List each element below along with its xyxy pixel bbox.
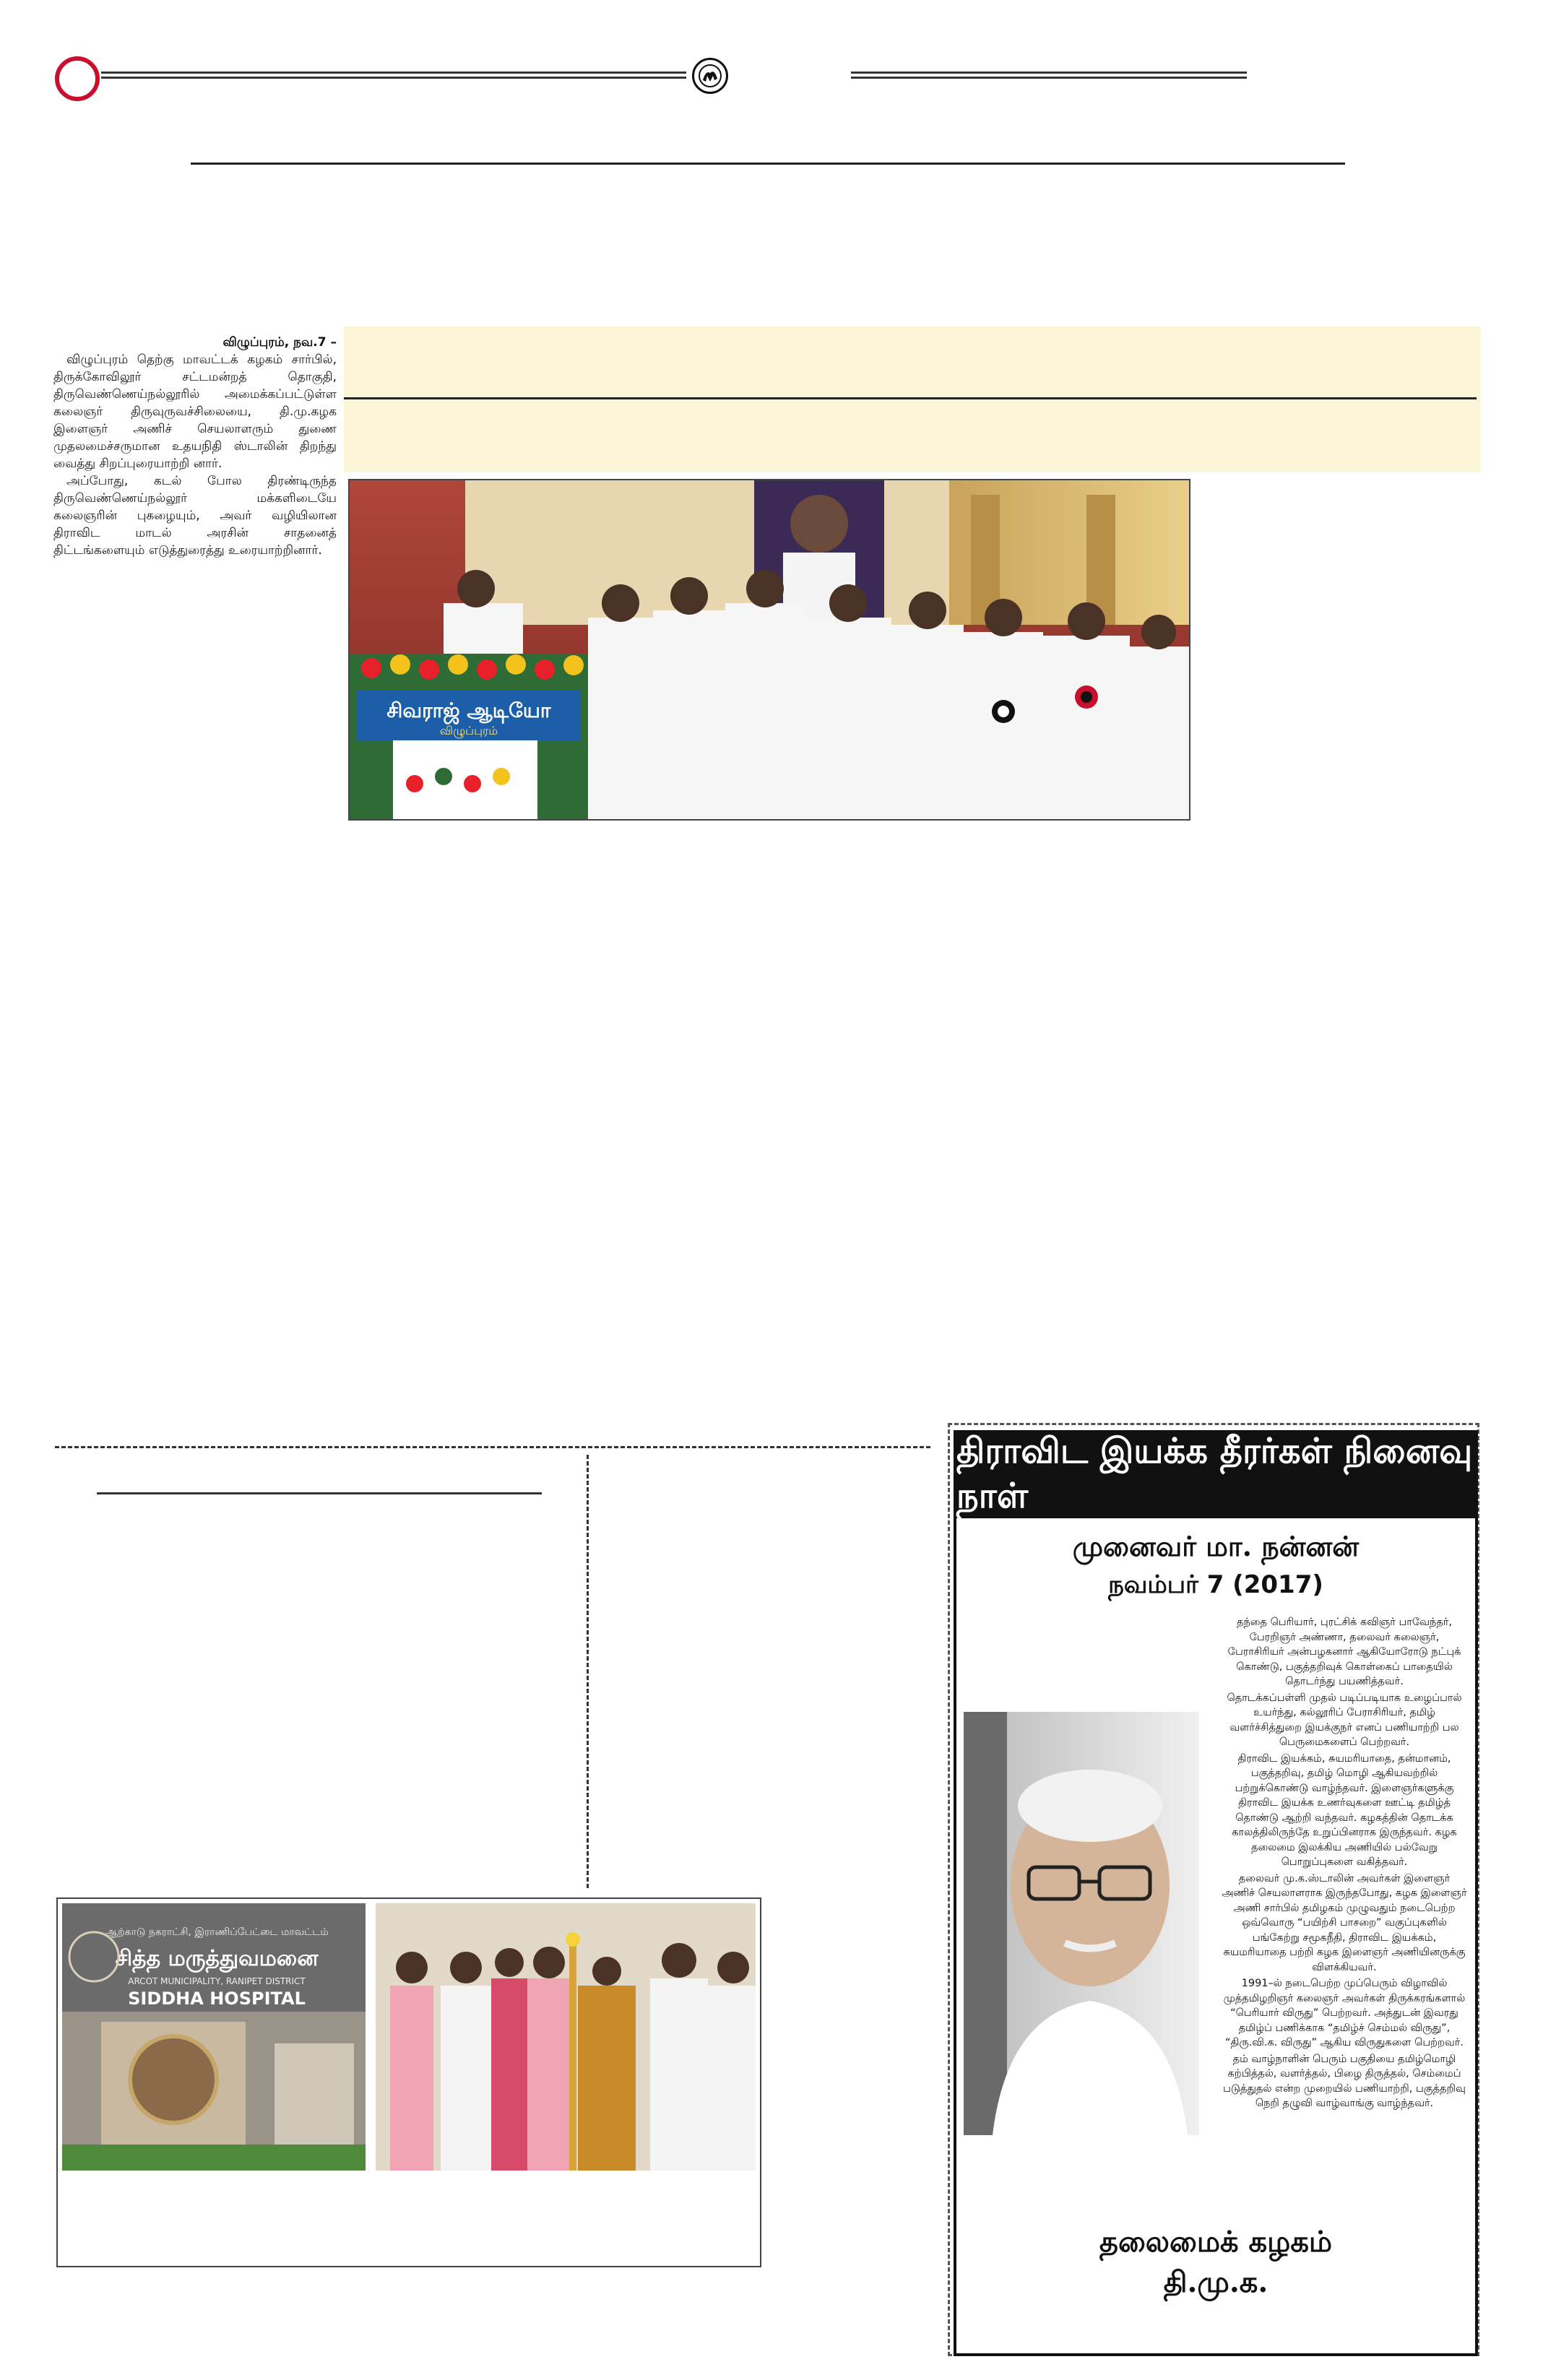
memorial-paragraph-6: தம் வாழ்நாளின் பெரும் பகுதியை தமிழ்மொழி கற்பித்தல், வளர்த்தல், பிழை திருத்தல், செம்மைப் படுத்துதல் என்ற முறையில் பணியாற்றி, பகுத்தறிவு நெறி தழுவி வாழ்வாங்கு வாழ்ந்தவர். (1223, 2053, 1466, 2109)
article-paragraph-1: விழுப்புரம் தெற்கு மாவட்டக் கழகம் சார்பில், திருக்கோவிலூர் சட்டமன்றத் தொகுதி, திருவெண்ணெய்நல்லூரில் அமைக்கப்பட்டுள்ள கலைஞர் திருவுருவச்சிலையை, தி.மு.கழக இளைஞர் அணிச் செயலாளரும் துணை முதலமைச்சருமான உதயநிதி ஸ்டாலின் திறந்து வைத்து சிறப்புரையாற்றி னார். (53, 352, 337, 471)
memorial-paragraph-2: தொடக்கப்பள்ளி முதல் படிப்படியாக உழைப்பால் உயர்ந்து, கல்லூரிப் பேராசிரியர், தமிழ் வளர்ச்சித்துறை இயக்குநர் எனப் பணியாற்றி பல பெருமைகளைப் பெற்றவர். (1227, 1692, 1462, 1748)
column-divider (587, 1455, 589, 1888)
hospital-photo (56, 1897, 761, 2267)
memorial-org: தலைமைக் கழகம் (1099, 2225, 1333, 2259)
memorial-paragraph-4: தலைவர் மு.க.ஸ்டாலின் அவர்கள் இளைஞர் அணிச் செயலாளராக இருந்தபோது, கழக இளைஞர் அணி சார்பில் தமிழகம் முழுவதும் நடைபெற்ற ஒவ்வொரு “பயிற்சி பாசறை” வகுப்புகளில் பங்கேற்று சமூகநீதி, திராவிட இயக்கம், சுயமரியாதை பற்றி கழக இளைஞர் அணியினருக்கு விளக்கியவர். (1222, 1872, 1467, 1973)
memorial-paragraph-1: தந்தை பெரியார், புரட்சிக் கவிஞர் பாவேந்தர், பேரறிஞர் அண்ணா, தலைவர் கலைஞர், பேராசிரியர் அன்பழகனார் ஆகியோரோடு நட்புக் கொண்டு, பகுத்தறிவுக் கொள்கைப் பாதையில் தொடர்ந்து பயணித்தவர். (1227, 1617, 1461, 1687)
headline-rule (191, 163, 1345, 165)
lamp-icon (569, 1942, 576, 2171)
page-number-circle (55, 56, 100, 101)
memorial-header: திராவிட இயக்க தீரர்கள் நினைவு நாள் (956, 1433, 1475, 1518)
article-dateline: விழுப்புரம், நவ.7 – (222, 335, 337, 350)
memorial-portrait (964, 1712, 1199, 2135)
section-divider (55, 1446, 930, 1448)
memorial-date: நவம்பர் 7 (2017) (1108, 1570, 1323, 1599)
header-rule-left (101, 72, 686, 79)
header-rule-right (851, 72, 1247, 79)
memorial-paragraph-5: 1991–ல் நடைபெற்ற முப்பெரும் விழாவில் முத்தமிழறிஞர் கலைஞர் அவர்கள் திருக்கரங்களால் “பெரியார் விருது” பெற்றவர். அத்துடன் இவரது தமிழ்ப் பணிக்காக “தமிழ்ச் செம்மல் விருது”, “திரு.வி.க. விருது” ஆகிய விருதுகளை பெற்றவர். (1223, 1978, 1466, 2048)
hospital-sign-english: SIDDHA HOSPITAL (128, 1989, 306, 2009)
memorial-paragraph-3: திராவிட இயக்கம், சுயமரியாதை, தன்மானம், பகுத்தறிவு, தமிழ் மொழி ஆகியவற்றில் பற்றுக்கொண்டு வாழ்ந்தவர். இளைஞர்களுக்கு திராவிட இயக்க உணர்வுகளை ஊட்டி தமிழ்த் தொண்டு ஆற்றி வந்தவர். கழகத்தின் தொடக்க காலத்திலிருந்தே உறுப்பினராக இருந்தவர். கழக தலைமை இலக்கிய அணியில் பல்வேறு பொறுப்புகளை வகித்தவர். (1232, 1752, 1457, 1868)
article-rule (97, 1492, 542, 1494)
article-paragraph-2: அப்போது, கடல் போல திரண்டிருந்த திருவெண்ணெய்நல்லூர் மக்களிடையே கலைஞரின் புகழையும், அவர் வழியிலான திராவிட மாடல் அரசின் சாதனைத் திட்டங்களையும் எடுத்துரைத்து உரையாற்றினார். (53, 474, 337, 558)
highlight-band-rule (344, 397, 1477, 399)
event-photo (348, 479, 1190, 821)
podium-sign-text: சிவராஜ் ஆடியோ (386, 698, 551, 722)
memorial-name: முனைவர் மா. நன்னன் (1072, 1530, 1360, 1562)
article-text (53, 334, 337, 559)
podium-sign-subtext: விழுப்புரம் (439, 724, 498, 737)
hospital-sign-tamil: சித்த மருத்துவமனை (115, 1946, 319, 1971)
memorial-text (1221, 1615, 1468, 2113)
hospital-sign-english-top: ARCOT MUNICIPALITY, RANIPET DISTRICT (128, 1976, 306, 1986)
highlight-band (344, 326, 1481, 472)
memorial-party: தி.மு.க. (1163, 2265, 1268, 2299)
party-emblem-icon (692, 58, 728, 94)
hospital-sign-small: ஆற்காடு நகராட்சி, இராணிப்பேட்டை மாவட்டம் (105, 1926, 329, 1938)
